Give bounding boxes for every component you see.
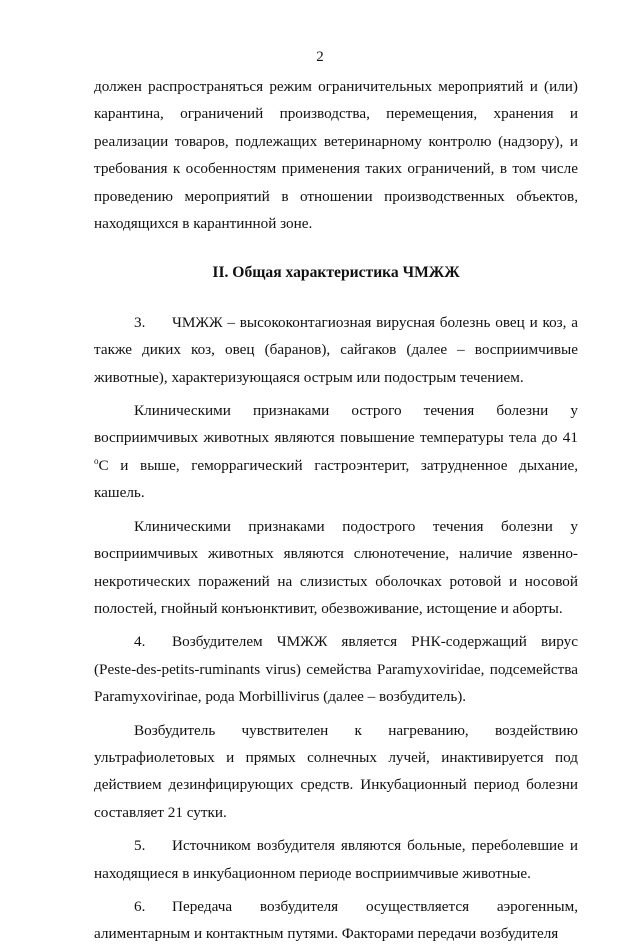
item-6-text: Передача возбудителя осуществляется аэрогенным, алиментарным и контактным путями. Факторами передачи возбудителя bbox=[94, 897, 578, 943]
subacute-signs-paragraph: Клиническими признаками подострого течения болезни у восприимчивых животных являются слюнотечение, наличие язвенно-некротических поражений на слизистых оболочках ротовой и носовой полостей, гнойный конъюнктивит, обезвоживание, истощение и аборты. bbox=[94, 517, 578, 617]
item-4-text: Возбудителем ЧМЖЖ является РНК-содержащий вирус (Peste-des-petits-ruminants virus) семейства Paramyxoviridae, подсемейства Paramyxovirinae, рода Morbillivirus (далее – возбудитель). bbox=[94, 633, 578, 706]
section-heading: II. Общая характеристика ЧМЖЖ bbox=[212, 264, 460, 282]
pathogen-properties-paragraph: Возбудитель чувствителен к нагреванию, воздействию ультрафиолетовых и прямых солнечных лучей, инактивируется под действием дезинфицирующих средств. Инкубационный период болезни составляет 21 сутки. bbox=[94, 721, 578, 821]
item-5-text: Источником возбудителя являются больные, переболевшие и находящиеся в инкубационном периоде восприимчивые животные. bbox=[94, 837, 578, 882]
item-6-paragraph bbox=[94, 893, 578, 948]
item-6-number: 6. bbox=[134, 897, 146, 915]
item-4-number: 4. bbox=[134, 633, 146, 651]
item-5-paragraph bbox=[94, 832, 578, 887]
document-body bbox=[94, 73, 578, 948]
degree-sign: о bbox=[94, 455, 99, 466]
acute-signs-text-end: С и выше, геморрагический гастроэнтерит, затрудненное дыхание, кашель. bbox=[94, 456, 578, 502]
item-3-number: 3. bbox=[134, 313, 146, 331]
item-4-paragraph bbox=[94, 628, 578, 710]
item-3-text: ЧМЖЖ – высококонтагиозная вирусная болезнь овец и коз, а также диких коз, овец (баранов), сайгаков (далее – восприимчивые животные), характеризующаяся острым или подострым течением. bbox=[94, 313, 578, 386]
item-5-number: 5. bbox=[134, 837, 146, 855]
acute-signs-text-start: Клиническими признаками острого течения болезни у восприимчивых животных являются повышение температуры тела до 41 bbox=[94, 402, 578, 447]
intro-paragraph: должен распространяться режим ограничительных мероприятий и (или) карантина, ограничений производства, перемещения, хранения и реализации товаров, подлежащих ветеринарному контролю (надзору), и требования к особенностям применения таких ограничений, в том числе проведению мероприятий в отношении производственных объектов, находящихся в карантинной зоне. bbox=[94, 78, 578, 233]
page-number: 2 bbox=[316, 49, 324, 65]
acute-signs-paragraph bbox=[94, 397, 578, 507]
item-3-paragraph bbox=[94, 309, 578, 391]
